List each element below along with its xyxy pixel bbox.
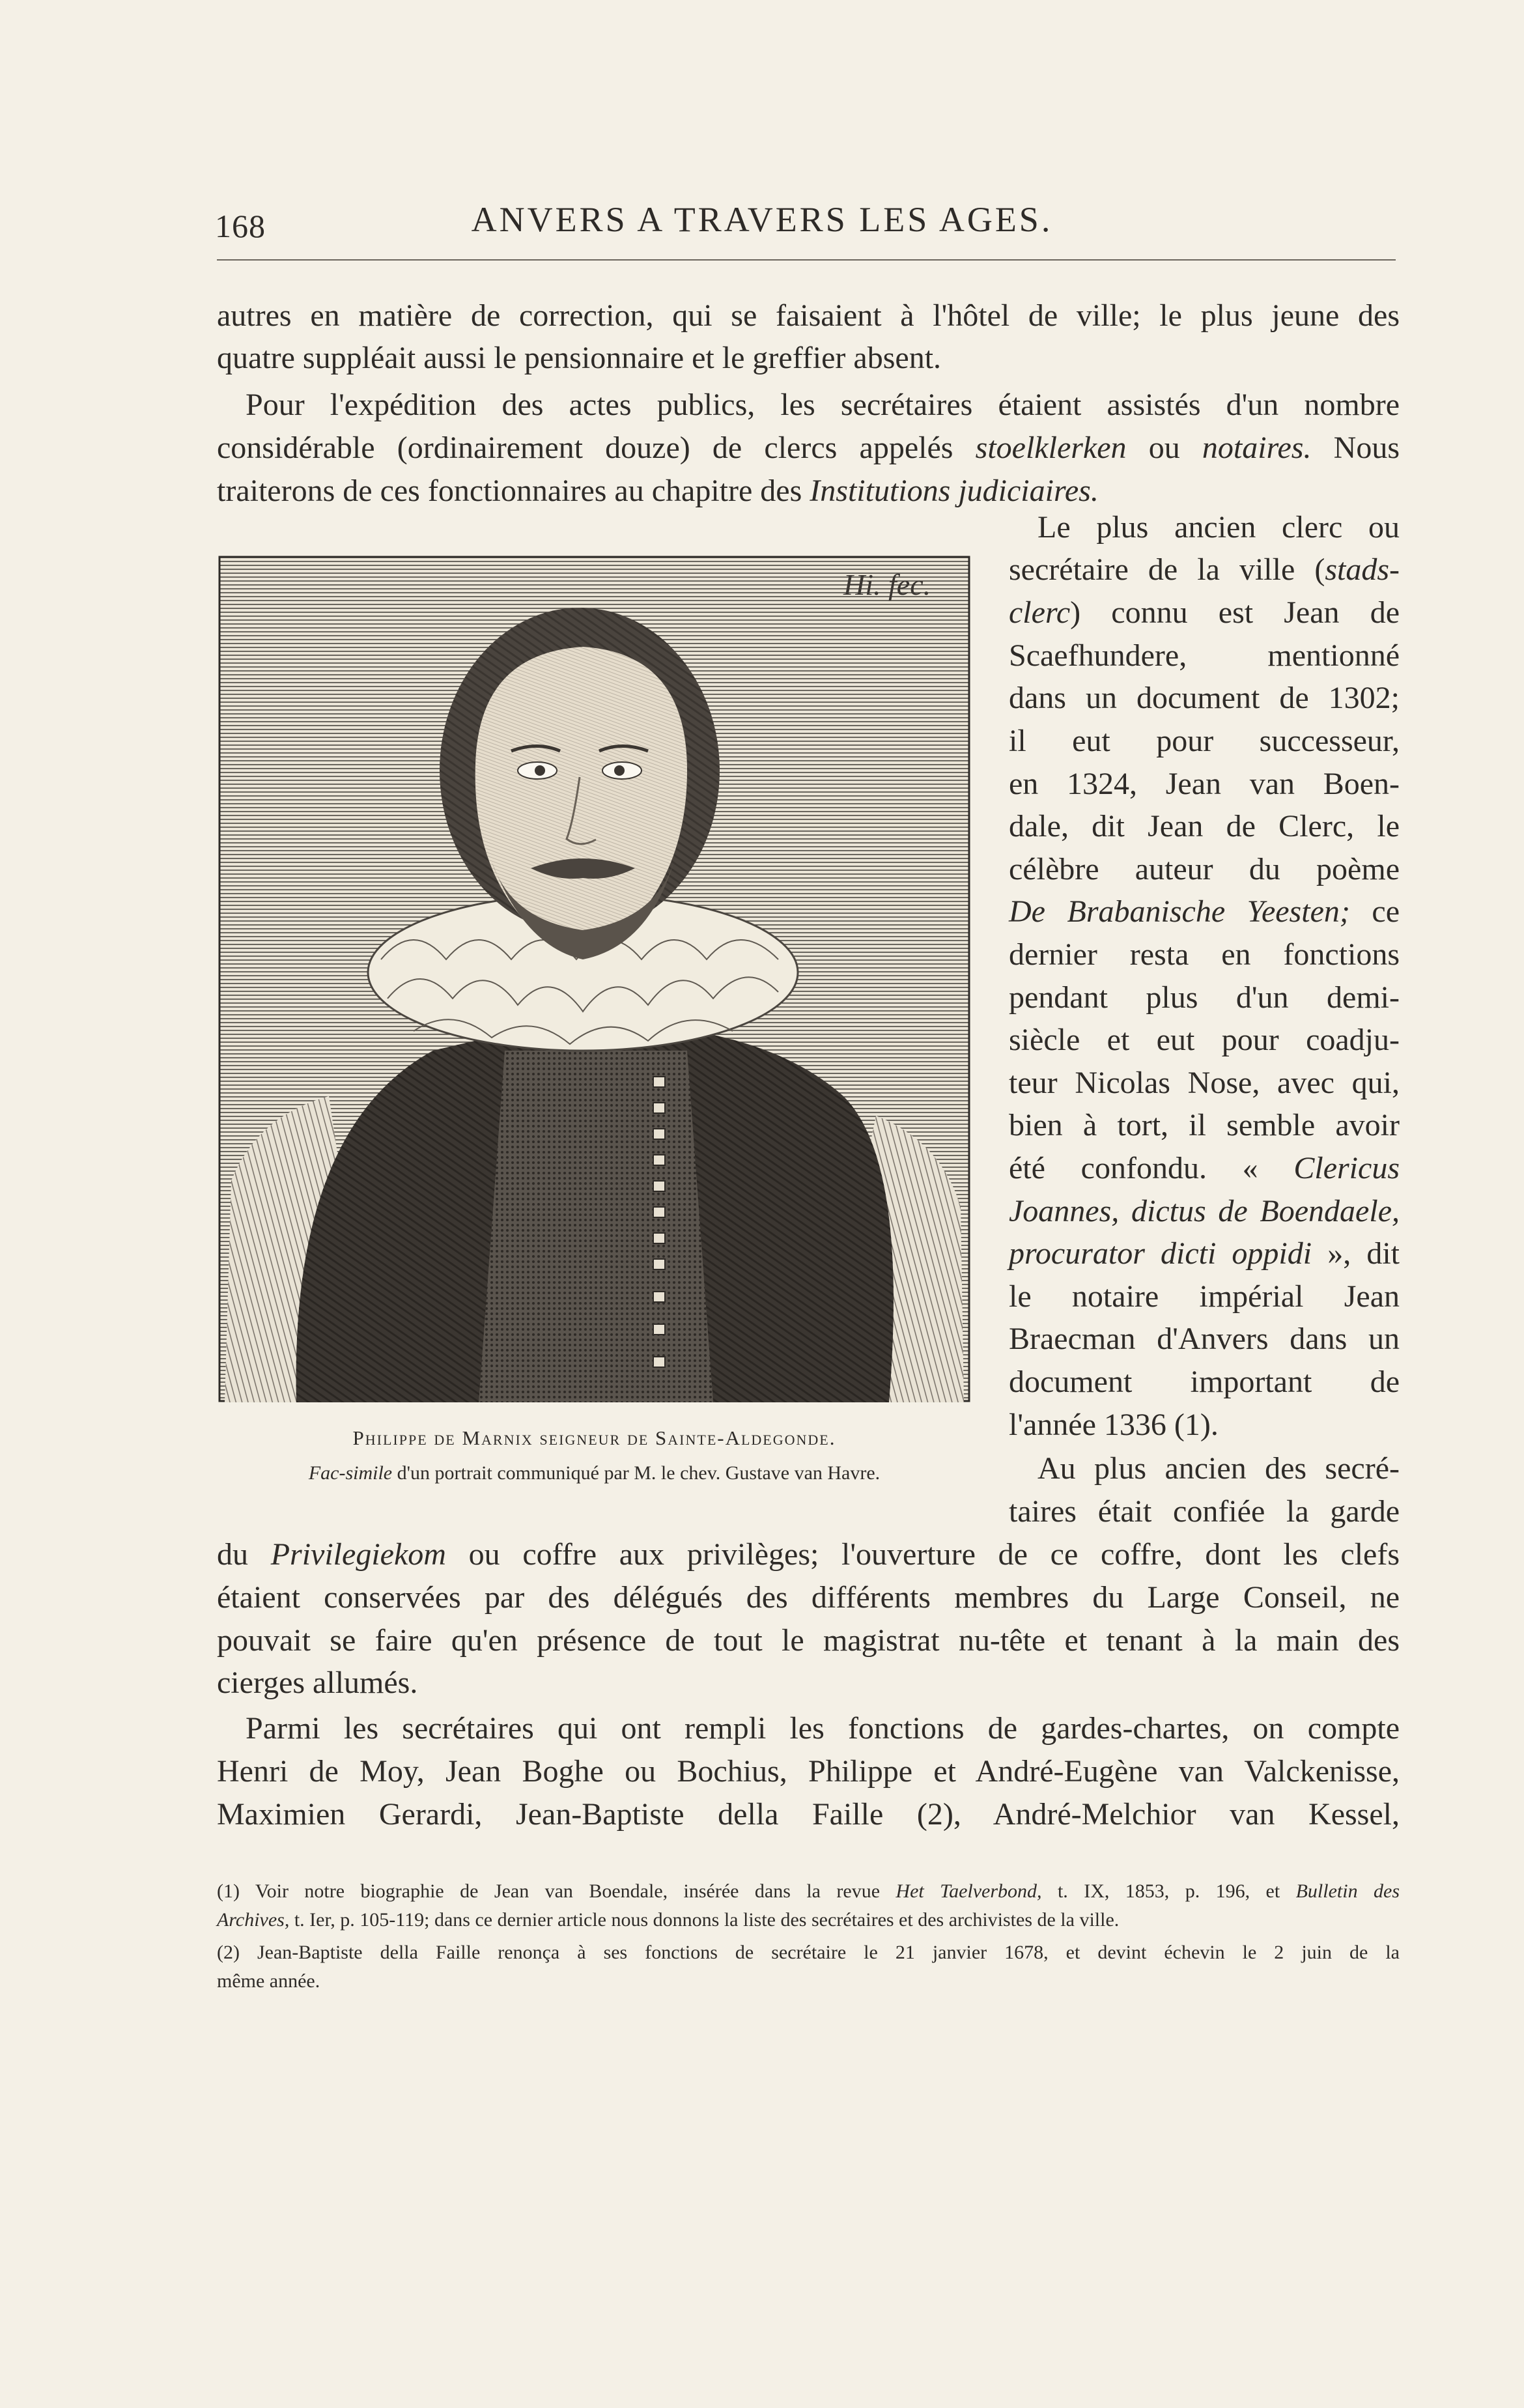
side-line: De Brabanische Yeesten; ce: [1009, 894, 1400, 929]
figure-caption-title: Philippe de Marnix seigneur de Sainte-Aldegonde.: [352, 1426, 836, 1449]
side-line: secrétaire de la ville (stads-: [1009, 552, 1400, 587]
side-line: bien à tort, il semble avoir: [1009, 1108, 1400, 1142]
figure-caption-credit: Fac-simile d'un portrait communiqué par M. le chev. Gustave van Havre.: [308, 1462, 881, 1484]
text-line: Parmi les secrétaires qui ont rempli les fonctions de gardes-chartes, on compte: [246, 1711, 1400, 1746]
running-title: ANVERS A TRAVERS LES AGES.: [471, 200, 1053, 239]
side-line: dale, dit Jean de Clerc, le: [1009, 809, 1400, 843]
text-line: cierges allumés.: [217, 1665, 418, 1700]
text-line: autres en matière de correction, qui se faisaient à l'hôtel de ville; le plus jeune des: [217, 298, 1400, 333]
text-line: traiterons de ces fonctionnaires au chapitre des Institutions judiciaires.: [217, 474, 1099, 508]
page-number: 168: [215, 208, 266, 244]
side-line: dans un document de 1302;: [1009, 681, 1400, 715]
side-line: en 1324, Jean van Boen-: [1009, 767, 1400, 801]
text-line: considérable (ordinairement douze) de clercs appelés stoelklerken ou notaires. Nous: [217, 431, 1400, 465]
text-line: quatre suppléait aussi le pensionnaire et le greffier absent.: [217, 341, 942, 375]
side-line: l'année 1336 (1).: [1009, 1408, 1219, 1442]
text-line: Henri de Moy, Jean Boghe ou Bochius, Philippe et André-Eugène van Valckenisse,: [217, 1754, 1400, 1789]
footnote-1-cont: Archives, t. Ier, p. 105-119; dans ce dernier article nous donnons la liste des secrétaires et des archivistes de la ville.: [217, 1909, 1120, 1931]
text-line: pouvait se faire qu'en présence de tout le magistrat nu-tête et tenant à la main des: [217, 1623, 1400, 1658]
footnote-1: (1) Voir notre biographie de Jean van Boendale, insérée dans la revue Het Taelverbond, t. IX, 1853, p. 196, et Bulletin des: [217, 1880, 1400, 1902]
side-line: Au plus ancien des secré-: [1037, 1451, 1400, 1486]
header-rule: [217, 259, 1396, 261]
text-line: Pour l'expédition des actes publics, les secrétaires étaient assistés d'un nombre: [246, 388, 1400, 422]
side-line: document important de: [1009, 1365, 1400, 1399]
text-line: Maximien Gerardi, Jean-Baptiste della Faille (2), André-Melchior van Kessel,: [217, 1797, 1400, 1832]
side-line: Scaefhundere, mentionné: [1009, 638, 1400, 673]
side-line: pendant plus d'un demi-: [1009, 980, 1400, 1015]
side-line: célèbre auteur du poème: [1009, 852, 1400, 886]
text-line: étaient conservées par des délégués des différents membres du Large Conseil, ne: [217, 1580, 1400, 1615]
side-line: il eut pour successeur,: [1009, 724, 1400, 758]
side-line: Le plus ancien clerc ou: [1037, 510, 1400, 545]
side-line: le notaire impérial Jean: [1009, 1279, 1400, 1314]
side-line: dernier resta en fonctions: [1009, 937, 1400, 972]
footnote-2: (2) Jean-Baptiste della Faille renonça à ses fonctions de secrétaire le 21 janvier 1678, et devint échevin le 2 juin de la: [217, 1942, 1400, 1963]
side-line: siècle et eut pour coadju-: [1009, 1023, 1400, 1057]
text-line: du Privilegiekom ou coffre aux privilèges; l'ouverture de ce coffre, dont les clefs: [217, 1537, 1400, 1572]
side-line: teur Nicolas Nose, avec qui,: [1009, 1066, 1400, 1100]
portrait-image: [218, 556, 970, 1402]
portrait-engraving: [218, 556, 970, 1402]
side-line: clerc) connu est Jean de: [1009, 595, 1400, 630]
footnote-2-cont: même année.: [217, 1970, 320, 1992]
side-line: procurator dicti oppidi », dit: [1009, 1236, 1400, 1271]
side-line: taires était confiée la garde: [1009, 1494, 1400, 1529]
side-line: Braecman d'Anvers dans un: [1009, 1322, 1400, 1356]
side-line: Joannes, dictus de Boendaele,: [1009, 1194, 1400, 1228]
side-line: été confondu. « Clericus: [1009, 1151, 1400, 1185]
engraver-signature: Hi. fec.: [843, 568, 931, 601]
